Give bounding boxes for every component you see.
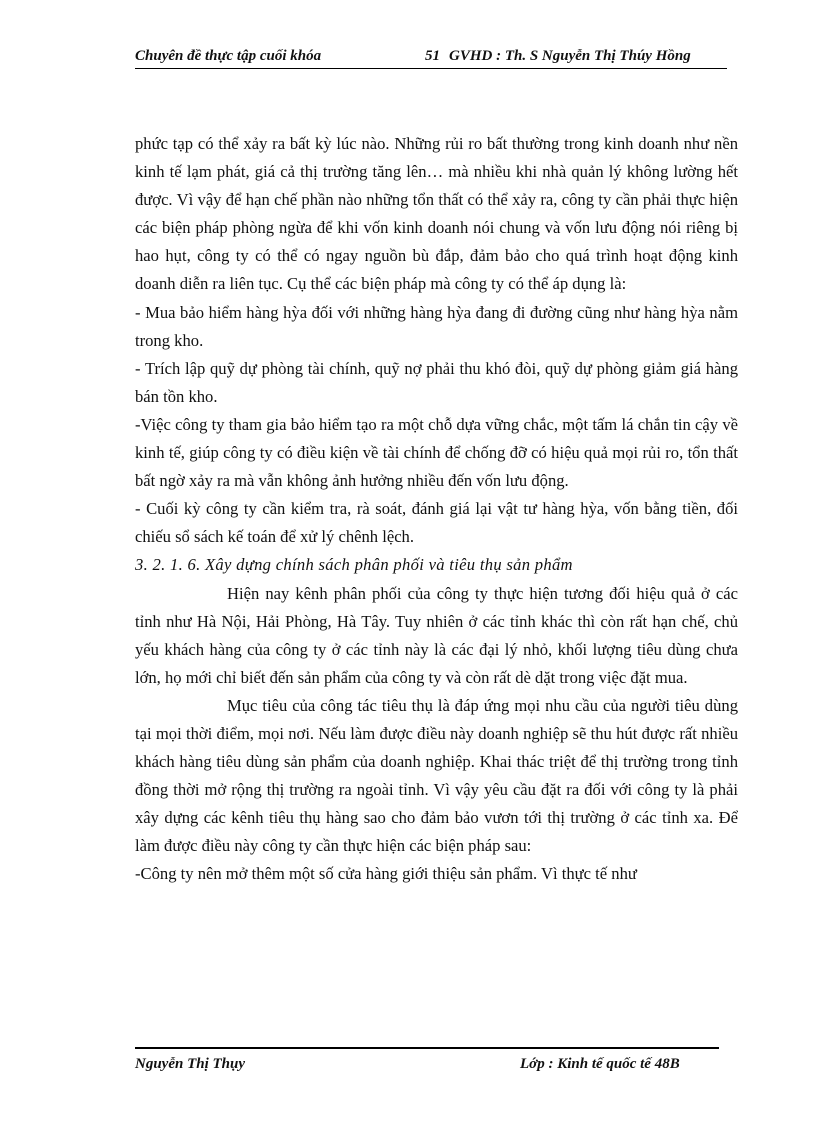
page-header (135, 46, 727, 70)
paragraph-reserve-funds: - Trích lập quỹ dự phòng tài chính, quỹ nợ phải thu khó đòi, quỹ dự phòng giảm giá hàng bán tồn kho. (135, 358, 738, 406)
header-advisor: GVHD : Th. S Nguyễn Thị Thúy Hồng (449, 48, 691, 64)
header-page-number: 51 (425, 48, 440, 64)
footer-author: Nguyễn Thị Thụy (135, 1056, 246, 1072)
paragraph-insurance-benefit: -Việc công ty tham gia bảo hiểm tạo ra một chỗ dựa vững chắc, một tấm lá chắn tin cậy về kinh tế, giúp công ty có điều kiện về tài chính để chống đỡ có hiệu quả mọi rủi ro, tổn thất bất ngờ xảy ra mà vẫn không ảnh hưởng nhiều đến vốn lưu động. (135, 414, 738, 491)
document-body (135, 130, 738, 889)
paragraph-risk-intro: phức tạp có thể xảy ra bất kỳ lúc nào. Những rủi ro bất thường trong kinh doanh như nền kinh tế lạm phát, giá cả thị trường tăng lên… mà nhiều khi nhà quản lý không lường hết được. Vì vậy để hạn chế phần nào những tổn thất có thể xảy ra, công ty cần phải thực hiện các biện pháp phòng ngừa để khi vốn kinh doanh nói chung và vốn lưu động nói riêng bị hao hụt, công ty có thể có ngay nguồn bù đắp, đảm bảo cho quá trình hoạt động kinh doanh diễn ra liên tục. Cụ thể các biện pháp mà công ty có thể áp dụng là: (135, 134, 738, 294)
paragraph-year-end-review: - Cuối kỳ công ty cần kiểm tra, rà soát, đánh giá lại vật tư hàng hỳa, vốn bằng tiền, đối chiếu sổ sách kế toán để xử lý chênh lệch. (135, 499, 738, 547)
footer-class: Lớp : Kinh tế quốc tế 48B (520, 1056, 680, 1072)
header-divider (135, 68, 727, 69)
header-document-title: Chuyên đề thực tập cuối khóa (135, 48, 322, 64)
section-heading: 3. 2. 1. 6. Xây dựng chính sách phân phối và tiêu thụ sản phẩm (135, 555, 573, 575)
paragraph-distribution-channels: Hiện nay kênh phân phối của công ty thực hiện tương đối hiệu quả ở các tỉnh như Hà Nội, Hải Phòng, Hà Tây. Tuy nhiên ở các tỉnh khác thì còn rất hạn chế, chủ yếu khách hàng của công ty ở các tỉnh này là các đại lý nhỏ, khối lượng tiêu dùng chưa lớn, họ mới chỉ biết đến sản phẩm của công ty và còn rất dè dặt trong việc đặt mua. (135, 583, 738, 687)
paragraph-new-stores: -Công ty nên mở thêm một số cửa hàng giới thiệu sản phẩm. Vì thực tế như (135, 864, 637, 884)
paragraph-insurance-goods: - Mua bảo hiểm hàng hỳa đối với những hàng hỳa đang đi đường cũng như hàng hỳa nằm trong kho. (135, 302, 738, 350)
paragraph-consumption-goals: Mục tiêu của công tác tiêu thụ là đáp ứng mọi nhu cầu của người tiêu dùng tại mọi thời điểm, mọi nơi. Nếu làm được điều này doanh nghiệp sẽ thu hút được rất nhiều khách hàng tiêu dùng sản phẩm của doanh nghiệp. Khai thác triệt để thị trường trong tỉnh đồng thời mở rộng thị trường ra ngoài tỉnh. Vì vậy yêu cầu đặt ra đối với công ty là phải xây dựng các kênh tiêu thụ hàng sao cho đảm bảo vươn tới thị trường ở các tỉnh xa. Để làm được điều này công ty cần thực hiện các biện pháp sau: (135, 695, 738, 856)
footer-divider (135, 1047, 719, 1049)
page-footer (135, 1054, 719, 1078)
